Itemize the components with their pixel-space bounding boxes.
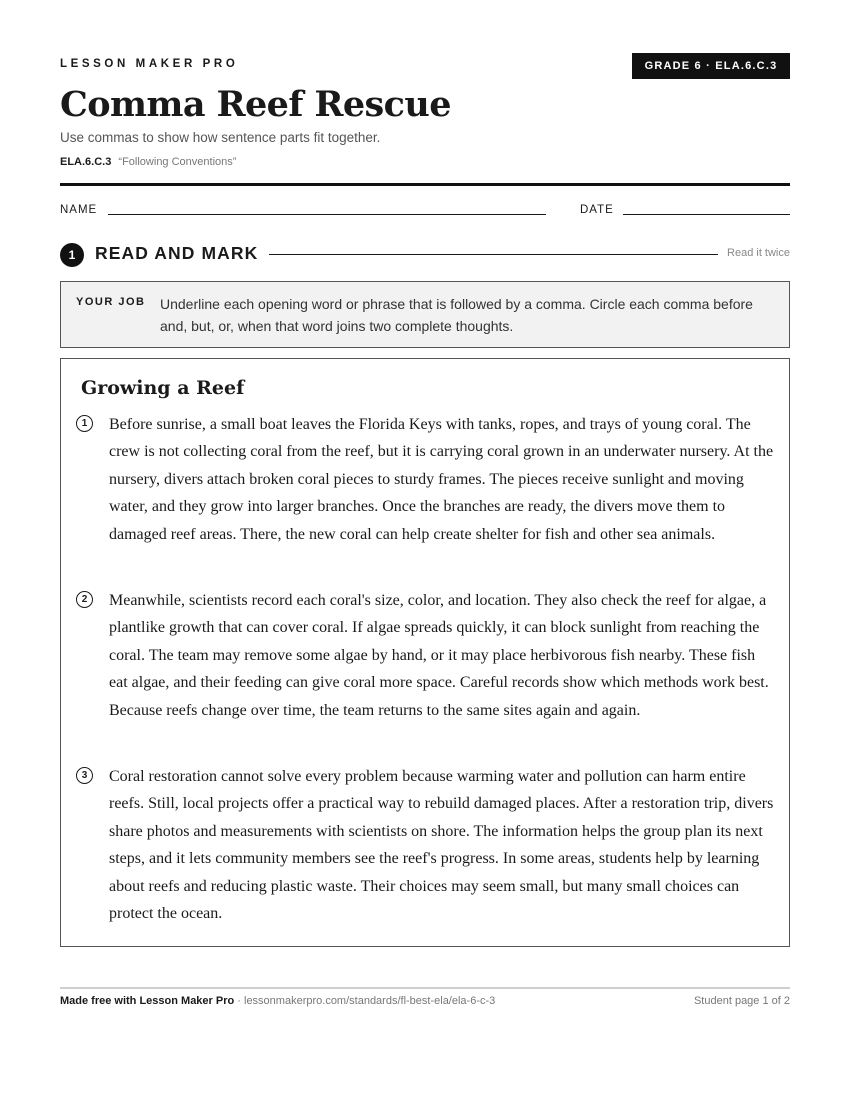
date-label: DATE (580, 204, 614, 216)
footer-credit (60, 995, 495, 1007)
section-note: Read it twice (727, 247, 790, 259)
name-label: NAME (60, 204, 98, 216)
section-divider (269, 254, 718, 255)
standard-name: “Following Conventions” (118, 156, 237, 168)
page-subtitle: Use commas to show how sentence parts fit together. (60, 130, 381, 145)
paragraph-text: Before sunrise, a small boat leaves the Florida Keys with tanks, ropes, and trays of young coral. The crew is not collecting coral from the reef, but it is carrying coral grown in an underwater nursery. At the nursery, divers attach broken coral pieces to sturdy frames. The pieces receive sunlight and moving water, and they grow into larger branches. Once the branches are ready, the divers move them to damaged reef areas. There, the new coral can help create shelter for fish and other sea animals. (109, 416, 774, 543)
page-title: Comma Reef Rescue (60, 84, 451, 125)
paragraph-number-badge: 1 (76, 415, 93, 432)
header-divider (60, 183, 790, 186)
paragraph-number-badge: 2 (76, 591, 93, 608)
standard-line (60, 156, 236, 168)
name-field[interactable] (108, 214, 546, 215)
grade-badge: GRADE 6 · ELA.6.C.3 (632, 53, 790, 79)
paragraph-text: Meanwhile, scientists record each coral's size, color, and location. They also check the reef for algae, a plantlike growth that can cover coral. If algae spreads quickly, it can block sunlight from reaching the coral. The team may remove some algae by hand, or it may place herbivorous fish nearby. These fish eat algae, and their feeding can give coral more space. Careful records show which methods work best. Because reefs change over time, the team returns to the same sites again and again. (109, 592, 769, 719)
footer-url[interactable]: lessonmakerpro.com/standards/fl-best-ela/ela-6-c-3 (244, 995, 496, 1007)
standard-code: ELA.6.C.3 (60, 156, 112, 168)
section-header (60, 242, 790, 266)
footer-separator: · (234, 995, 244, 1007)
instructions-box (60, 281, 790, 348)
reading-passage-box (60, 358, 790, 947)
section-number-badge: 1 (60, 243, 84, 267)
brand-name: LESSON MAKER PRO (60, 58, 239, 70)
paragraph-number-badge: 3 (76, 767, 93, 784)
footer-divider (60, 987, 790, 989)
instructions-label: YOUR JOB (76, 296, 146, 308)
section-title: READ AND MARK (95, 243, 259, 263)
passage-title: Growing a Reef (81, 377, 245, 399)
page-indicator: Student page 1 of 2 (693, 995, 790, 1007)
footer-brand: Made free with Lesson Maker Pro (60, 995, 235, 1007)
date-field[interactable] (623, 214, 790, 215)
paragraph-text: Coral restoration cannot solve every problem because warming water and pollution can harm entire reefs. Still, local projects offer a practical way to rebuild damaged places. After a restoration trip, divers share photos and measurements with scientists on shore. The information helps the group plan its next steps, and it lets community members see the reef's progress. In some areas, students help by learning about reefs and reducing plastic waste. Their choices may seem small, but many small choices can protect the ocean. (109, 768, 774, 923)
instructions-text: Underline each opening word or phrase that is followed by a comma. Circle each comma before and, but, or, when that word joins two complete thoughts. (160, 296, 753, 334)
